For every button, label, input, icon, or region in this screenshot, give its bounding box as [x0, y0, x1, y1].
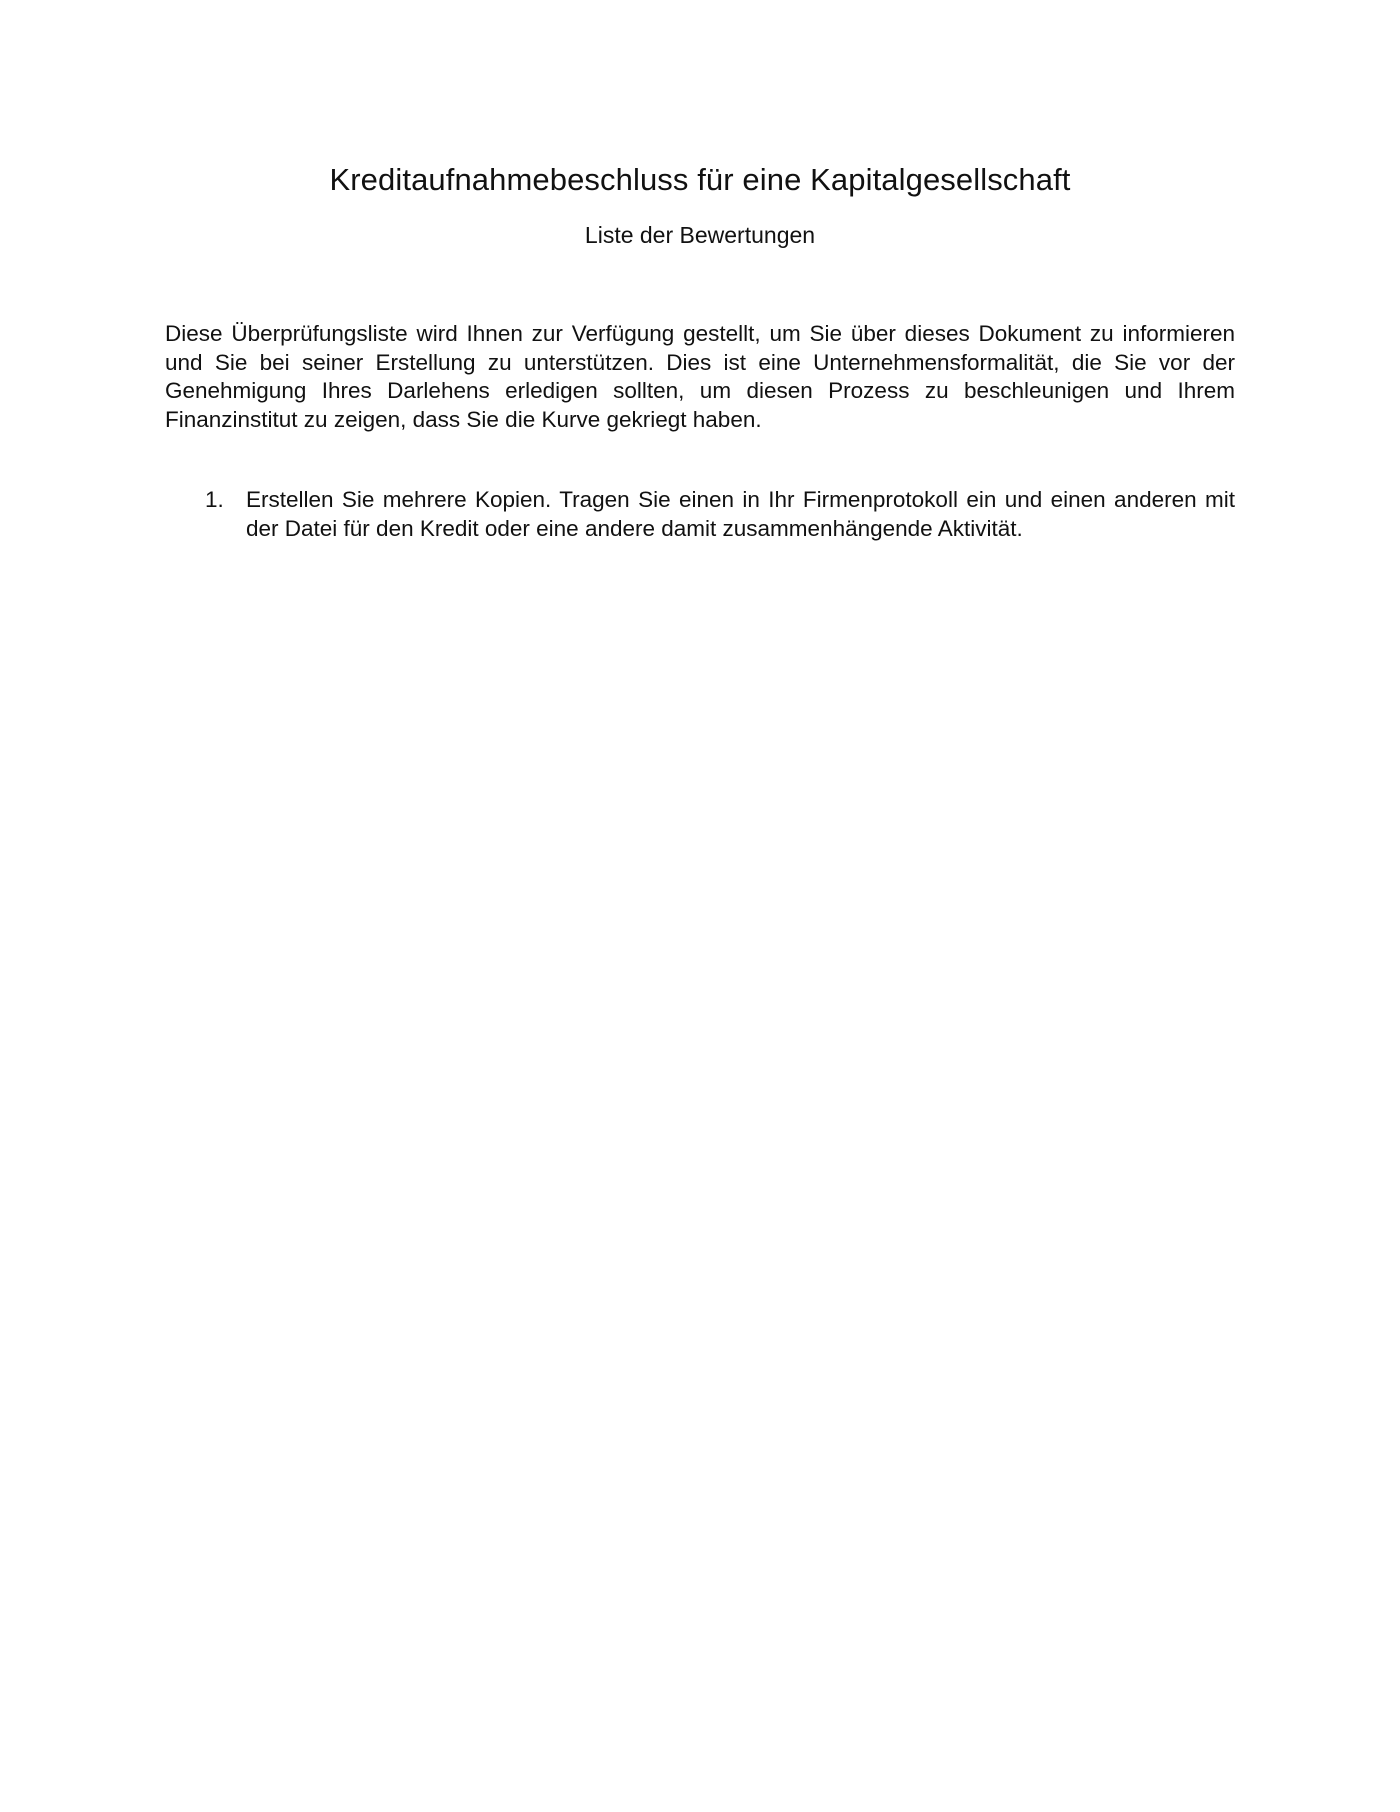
checklist — [205, 486, 1235, 543]
page-subtitle: Liste der Bewertungen — [584, 222, 816, 248]
intro-paragraph: Diese Überprüfungsliste wird Ihnen zur Verfügung gestellt, um Sie über dieses Dokument zu informieren und Sie bei seiner Erstellung zu unterstützen. Dies ist eine Unternehmensformalität, die Sie vor der Genehmigung Ihres Darlehens erledigen sollten, um diesen Prozess zu beschleunigen und Ihrem Finanzinstitut zu zeigen, dass Sie die Kurve gekriegt haben. — [165, 321, 1235, 432]
list-item — [205, 486, 1235, 543]
page-title: Kreditaufnahmebeschluss für eine Kapitalgesellschaft — [329, 162, 1071, 197]
list-item-text: Erstellen Sie mehrere Kopien. Tragen Sie einen in Ihr Firmenprotokoll ein und einen anderen mit der Datei für den Kredit oder eine andere damit zusammenhängende Aktivität. — [246, 487, 1235, 541]
list-item-number: 1. — [205, 487, 224, 512]
